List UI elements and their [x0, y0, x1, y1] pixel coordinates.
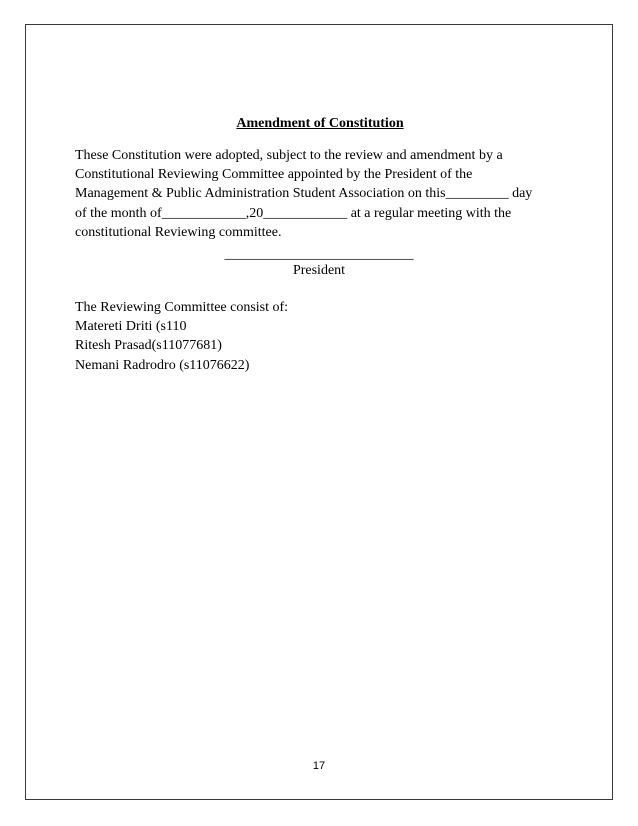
- page-border: [25, 24, 613, 800]
- committee-heading: The Reviewing Committee consist of:: [75, 300, 289, 315]
- signature-line: ___________________________: [224, 247, 414, 262]
- document-title: [0, 116, 638, 132]
- paragraph-line: of the month of____________,20____________ at a regular meeting with the: [75, 205, 512, 221]
- paragraph-line: Management & Public Administration Student Association on this_________ day: [75, 186, 533, 202]
- paragraph-line: These Constitution were adopted, subject to the review and amendment by a: [75, 148, 503, 163]
- paragraph-line: Constitutional Reviewing Committee appointed by the President of the: [75, 167, 473, 183]
- adoption-paragraph: [75, 146, 555, 242]
- committee-list: [75, 298, 475, 375]
- paragraph-line: constitutional Reviewing committee.: [75, 224, 282, 240]
- page-number: 17: [312, 760, 326, 772]
- document-title-text: Amendment of Constitution: [236, 116, 404, 131]
- committee-member: Ritesh Prasad(s11077681): [75, 338, 222, 354]
- signature-label: President: [292, 263, 346, 278]
- committee-member: Matereti Driti (s110: [75, 319, 187, 335]
- committee-member: Nemani Radrodro (s11076622): [75, 357, 250, 373]
